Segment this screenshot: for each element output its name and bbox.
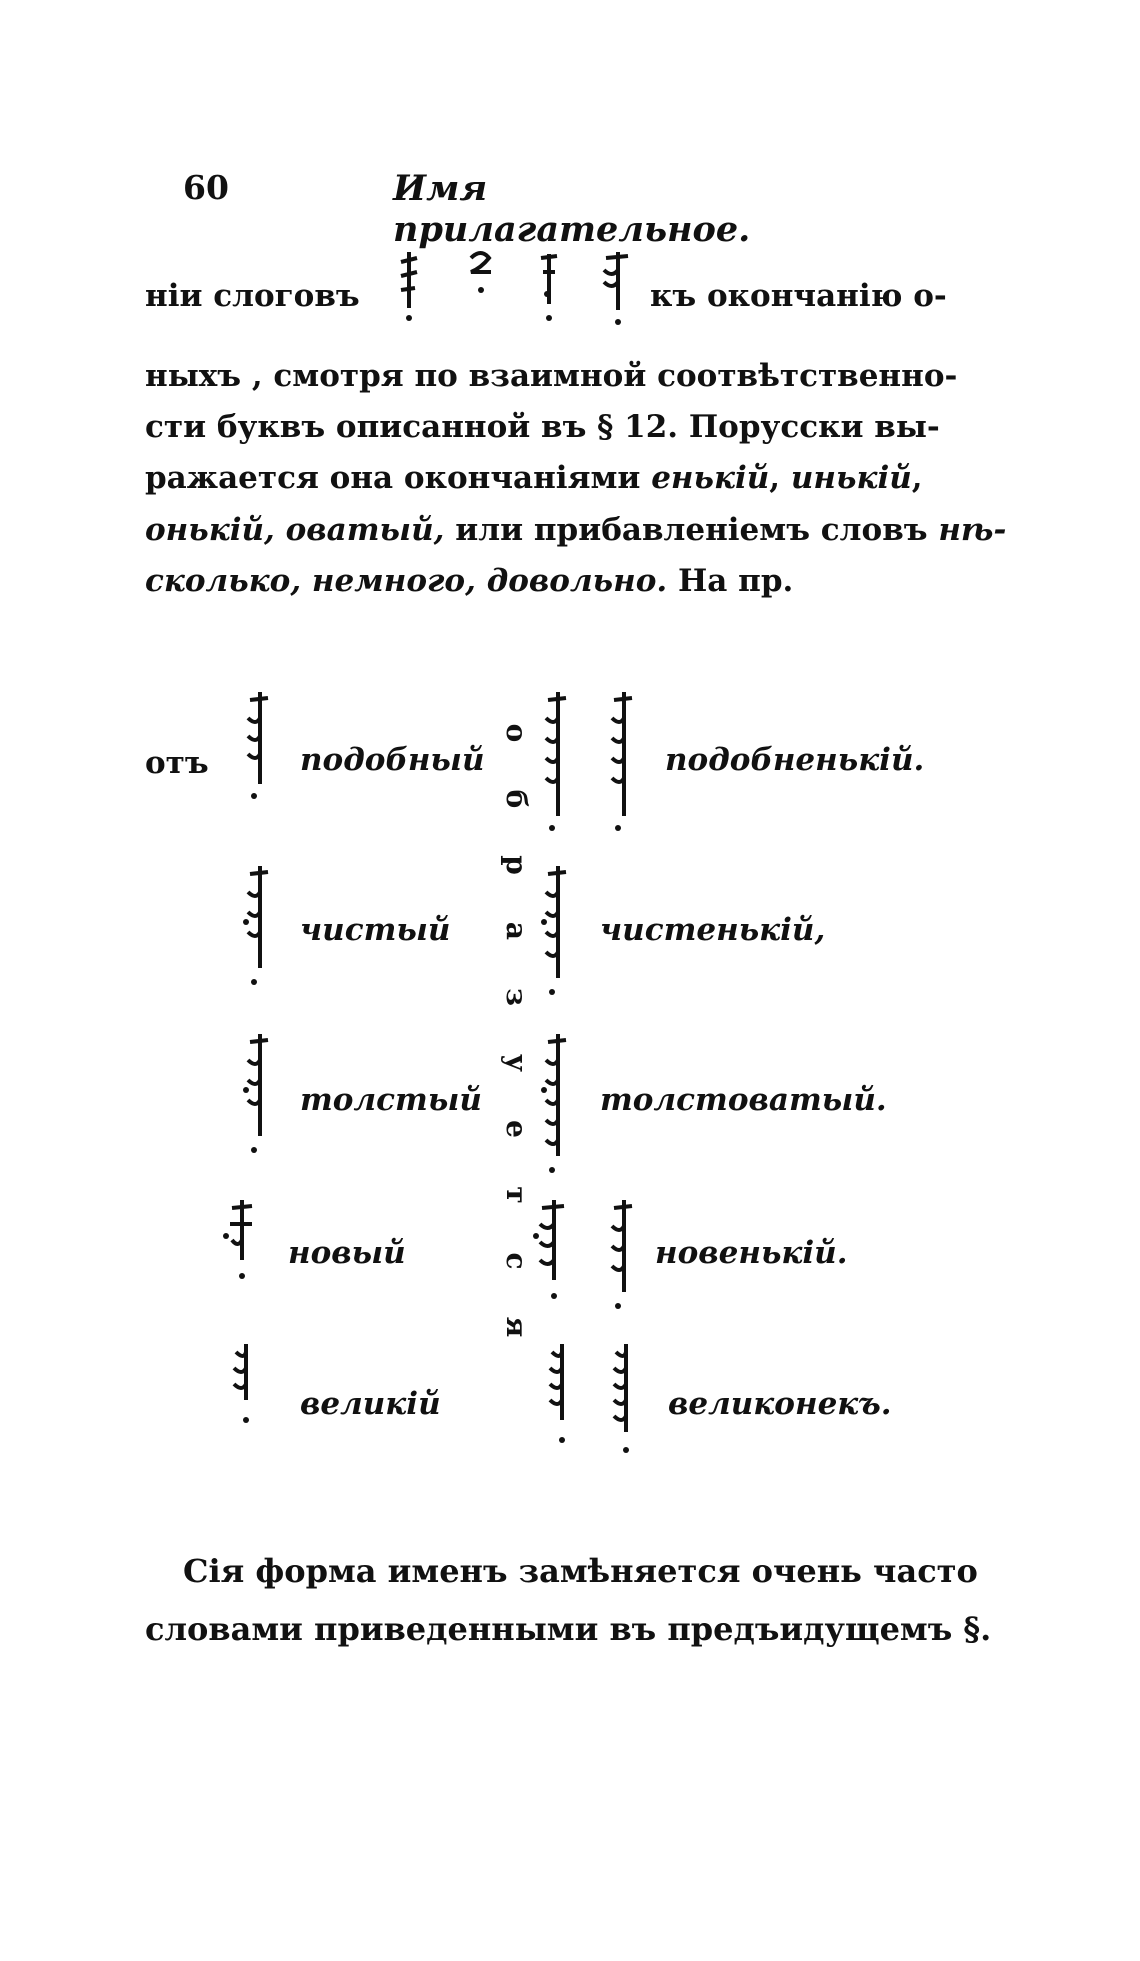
example-base-word: подобный <box>300 742 485 778</box>
paragraph-line-4 <box>145 460 980 496</box>
paragraph-line-6 <box>145 563 980 599</box>
word-dovolno: довольно. <box>486 563 668 599</box>
running-head: Имя прилагательное. <box>393 168 751 250</box>
vertical-letter: о <box>500 723 533 743</box>
comma: , <box>769 460 781 496</box>
vertical-letter: е <box>500 1120 533 1138</box>
example-base-word: новый <box>288 1235 406 1271</box>
mongolian-word-glyph <box>240 688 276 808</box>
page-number: 60 <box>183 168 229 207</box>
vertical-letter: с <box>500 1252 533 1270</box>
mongolian-syllable-glyph-3 <box>535 248 563 326</box>
vertical-letter: з <box>500 988 533 1006</box>
line4-text: ражается она окончаніями <box>145 460 641 496</box>
mongolian-word-glyph <box>604 1340 644 1460</box>
word-neskolko: сколько, <box>145 563 302 599</box>
line1-end: къ окончанію о- <box>650 278 947 314</box>
mongolian-syllable-glyph-2 <box>465 248 497 308</box>
example-intro: На пр. <box>677 563 794 599</box>
vertical-letter: р <box>500 855 533 875</box>
mongolian-word-glyph <box>540 1340 580 1450</box>
from-label: отъ <box>145 745 209 781</box>
example-derived-word: новенькій. <box>655 1235 848 1271</box>
mongolian-word-glyph <box>240 862 276 992</box>
page-header <box>183 168 803 250</box>
example-base-word: великій <box>300 1386 441 1422</box>
example-derived-word: чистенькій, <box>600 912 826 948</box>
mongolian-word-glyph <box>530 1196 574 1306</box>
example-derived-word: толстоватый. <box>600 1082 887 1118</box>
suffix-onkiy: онькій, <box>145 512 275 548</box>
word-neskolko-part: нѣ- <box>938 512 1007 548</box>
mongolian-word-glyph <box>604 688 640 838</box>
vertical-letter: у <box>500 1054 533 1072</box>
suffix-inkiy: инькій <box>790 460 912 496</box>
mongolian-word-glyph <box>538 1030 574 1180</box>
line5-text: или прибавленіемъ словъ <box>455 512 928 548</box>
footer-line-2: словами приведенными въ предъидущемъ §. <box>145 1610 992 1648</box>
example-base-word: чистый <box>300 912 451 948</box>
mongolian-syllable-glyph-1 <box>395 248 423 326</box>
example-derived-word: подобненькій. <box>665 742 925 778</box>
mongolian-word-glyph <box>240 1030 276 1160</box>
example-base-word: толстый <box>300 1082 482 1118</box>
mongolian-word-glyph <box>224 1340 264 1430</box>
mongolian-word-glyph <box>604 1196 640 1316</box>
footer-line-1: Сія форма именъ замѣняется очень часто <box>183 1552 978 1590</box>
suffix-ovatyy: оватый, <box>285 512 445 548</box>
line1-start: ніи слоговъ <box>145 278 360 314</box>
vertical-letter: б <box>500 789 533 809</box>
paragraph-line-2: ныхъ , смотря по взаимной соотвѣтственно- <box>145 358 958 394</box>
paragraph-line-3: сти буквъ описанной въ § 12. Порусски вы- <box>145 409 940 445</box>
suffix-enkiy: енькій <box>651 460 770 496</box>
mongolian-syllable-glyph-4 <box>598 248 632 330</box>
vertical-label <box>482 700 533 1460</box>
example-derived-word: великонекъ. <box>668 1386 892 1422</box>
vertical-letter: а <box>500 921 533 941</box>
mongolian-word-glyph <box>538 688 574 838</box>
vertical-letter: я <box>500 1316 533 1338</box>
paragraph-line-5 <box>145 512 1007 548</box>
vertical-letter: т <box>500 1186 533 1204</box>
mongolian-word-glyph <box>538 862 574 1002</box>
mongolian-word-glyph <box>220 1196 260 1286</box>
comma: , <box>911 460 923 496</box>
word-nemnogo: немного, <box>311 563 476 599</box>
